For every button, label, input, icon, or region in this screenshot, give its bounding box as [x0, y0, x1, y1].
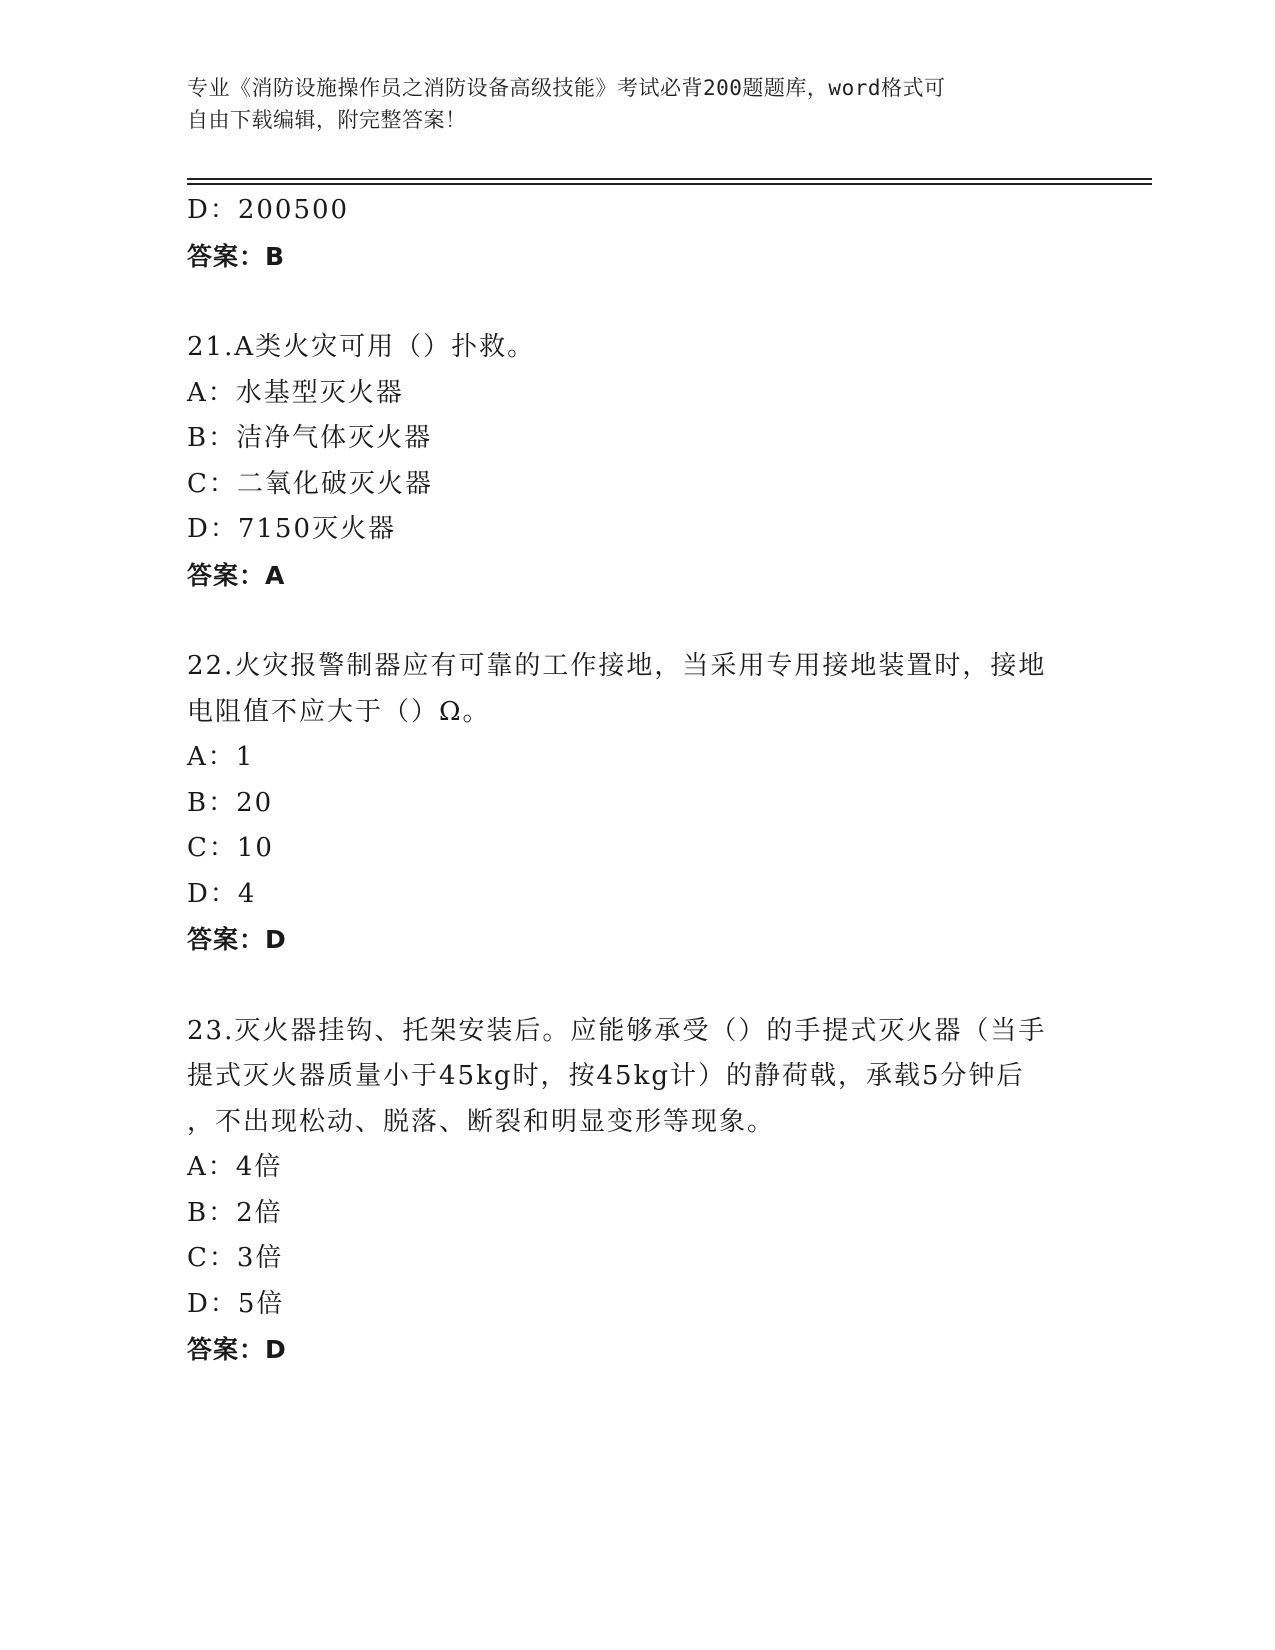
- option-c: C：10: [187, 833, 274, 863]
- answer-line: 答案：D: [187, 1335, 287, 1364]
- header-line-1: 专业《消防设施操作员之消防设备高级技能》考试必背200题题库，word格式可: [187, 76, 946, 100]
- question-content: [187, 188, 1087, 1373]
- spacer: [187, 963, 1087, 1009]
- question-23: [187, 1009, 1087, 1373]
- question-stem: ，不出现松动、脱落、断裂和明显变形等现象。: [187, 1106, 776, 1137]
- option-d: D：4: [187, 878, 257, 909]
- option-a: A：4倍: [187, 1152, 283, 1182]
- spacer: [187, 279, 1087, 325]
- question-stem: 23.灭火器挂钩、托架安装后。应能够承受（）的手提式灭火器（当手: [187, 1015, 1047, 1046]
- question-22: [187, 644, 1087, 963]
- page-header: [187, 72, 1067, 136]
- option-b: B：20: [187, 787, 274, 818]
- answer-line: 答案：A: [187, 560, 286, 590]
- option-b: B：2倍: [187, 1197, 283, 1228]
- option-a: A：1: [187, 742, 255, 772]
- header-divider-bottom: [187, 183, 1152, 185]
- header-divider-top: [187, 178, 1152, 180]
- option-d: D：5倍: [187, 1288, 285, 1319]
- option-c: C：3倍: [187, 1243, 284, 1273]
- option-b: B：洁净气体灭火器: [187, 423, 433, 453]
- option-a: A：水基型灭火器: [187, 377, 404, 408]
- question-stem: 22.火灾报警制器应有可靠的工作接地，当采用专用接地装置时，接地: [187, 651, 1047, 681]
- question-stem: 提式灭火器质量小于45kg时，按45kg计）的静荷戟，承载5分钟后: [187, 1061, 1025, 1091]
- header-line-2: 自由下载编辑，附完整答案！: [187, 108, 467, 132]
- previous-question-tail: [187, 188, 1087, 279]
- spacer: [187, 598, 1087, 644]
- answer-line: 答案：D: [187, 925, 287, 954]
- question-21: [187, 325, 1087, 598]
- option-d: D：200500: [187, 195, 350, 225]
- option-c: C：二氧化破灭火器: [187, 468, 433, 499]
- option-d: D：7150灭火器: [187, 514, 397, 544]
- answer-line: 答案：B: [187, 241, 286, 271]
- question-stem: 电阻值不应大于（）Ω。: [187, 696, 491, 727]
- question-stem: 21.A类火灾可用（）扑救。: [187, 332, 536, 362]
